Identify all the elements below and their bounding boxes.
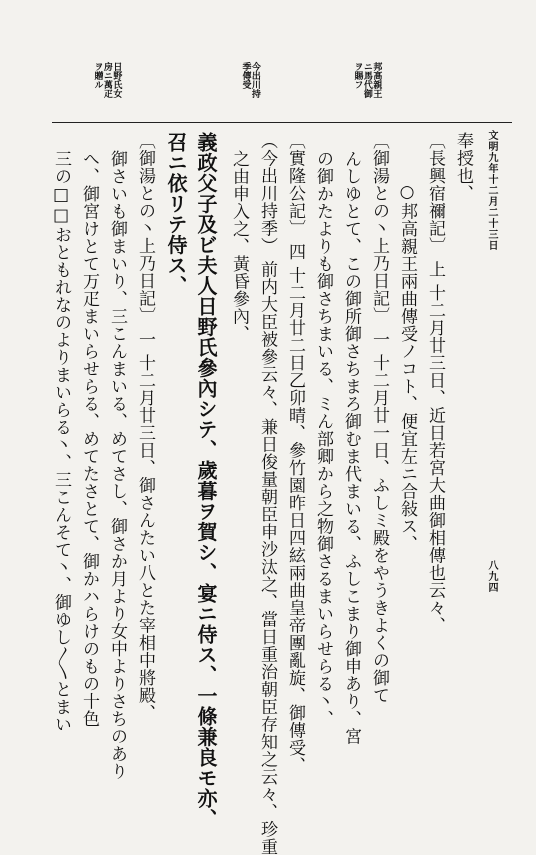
header-date: 文明九年十二月二十三日 (486, 130, 497, 251)
text-column: の御かたよりも御さちまいる、ミん部卿から之物御さるまいらせらる丶、 (313, 150, 333, 728)
text-column: 〔御湯との丶上乃日記〕 一 十二月廿一日、ふしミ殿をやうきよくの御て (369, 132, 389, 704)
text-column: 〔御湯との丶上乃日記〕 一 十二月廿三日、御さんたい八とた宰相中將殿、 (135, 132, 155, 722)
text-column: 〔實隆公記〕 四 十二月廿二日乙卯晴、參竹園昨日四絃兩曲皇帝團亂旋、御傳受、 (285, 132, 305, 774)
text-column: へ、御宮けとて万疋まいらせらる、めてたさとて、御かハらけのもの十色 (79, 150, 99, 728)
margin-note-2: 今出川持 季傳受 (240, 62, 260, 98)
header-rule (52, 122, 512, 123)
section-heading: 義政父子及ビ夫人日野氏參內シテ、歲暮ヲ賀シ、宴ニ侍ス、一條兼良モ亦、 (194, 132, 218, 829)
text-column: 御さいも御まいり、三こんまいる、めてさし、御さか月より女中よりさちのあり (107, 150, 127, 780)
page-number: 八九四 (486, 560, 497, 593)
margin-note-1: 邦高親王 ニ馬代御 ヲ賜フ (352, 62, 382, 98)
text-column: 三の□□おともれなのよりまいらる丶、三こんそて丶、御ゆし〳〵とまい (51, 150, 71, 733)
text-column: んしゆとて、この御所御さちまろ御むま代まいる、ふしこまり御申あり、宮 (341, 150, 361, 745)
text-column: 奉授也、 (453, 132, 473, 202)
text-column: 〔長興宿禰記〕 上 十二月廿三日、近日若宮大曲御相傳也云々、 (425, 132, 445, 634)
section-heading: 召ニ依リテ侍ス、 (164, 132, 188, 296)
text-column: （今出川持季） 前内大臣被參云々、兼日俊量朝臣申沙汰之、當日重治朝臣存知之云々、珍重 (257, 132, 277, 855)
margin-note-3: 日野氏女 房ニ萬疋 ヲ贈ル (92, 62, 122, 98)
text-column: ○邦高親王兩曲傳受ノコト、便宜左ニ合敍ス、 (397, 182, 417, 553)
text-column: 之由申入之、黃昏參內、 (229, 150, 249, 343)
